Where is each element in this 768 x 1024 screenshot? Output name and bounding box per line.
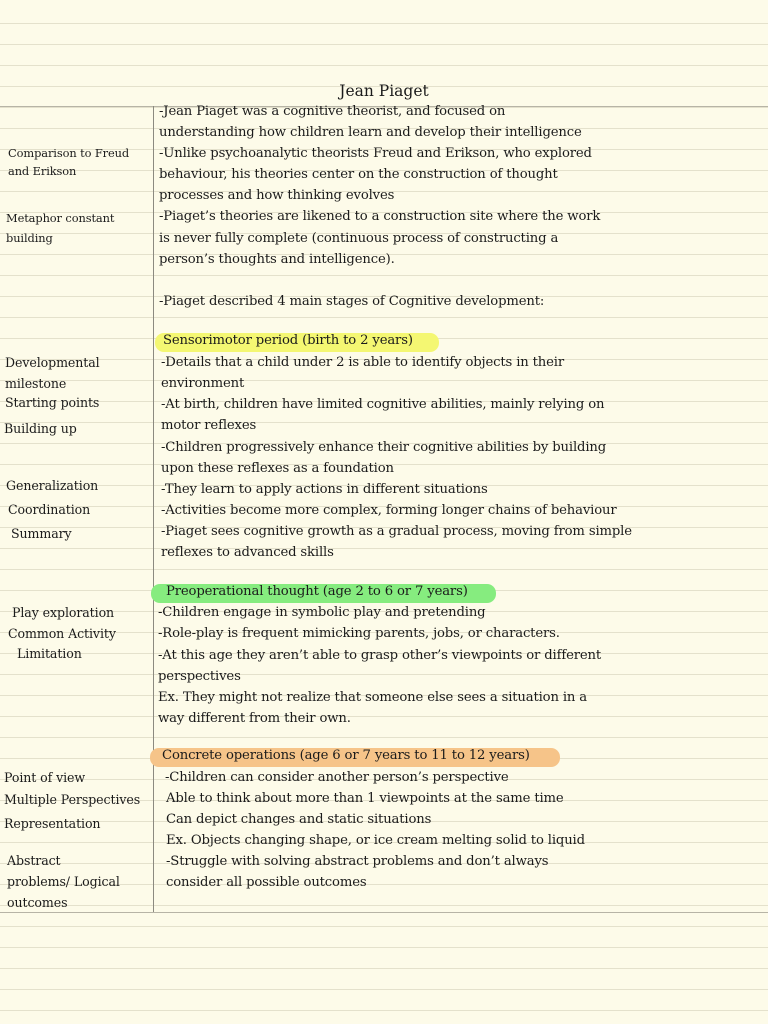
note-line: -Piaget described 4 main stages of Cognitive development: (159, 294, 545, 309)
cue-label: Representation (4, 816, 101, 831)
cue-label: Point of view (4, 770, 86, 785)
note-line: -Children progressively enhance their cognitive abilities by building (161, 440, 607, 455)
note-line: -Activities become more complex, forming longer chains of behaviour (161, 503, 617, 518)
cue-label: Coordination (8, 502, 91, 517)
cue-label: Multiple Perspectives (4, 792, 141, 807)
note-line: environment (161, 376, 245, 391)
note-line: -Piaget sees cognitive growth as a gradual process, moving from simple (161, 524, 632, 539)
note-line: -Piaget’s theories are likened to a construction site where the work (159, 209, 601, 224)
cue-label: Play exploration (12, 605, 115, 620)
note-line: person’s thoughts and intelligence). (159, 252, 395, 267)
cue-label: Metaphor constant (6, 211, 115, 225)
note-line: -They learn to apply actions in different situations (161, 482, 488, 497)
note-line: -Role-play is frequent mimicking parents, jobs, or characters. (158, 626, 560, 641)
cue-label: Comparison to Freud (8, 146, 130, 160)
note-line: Can depict changes and static situations (166, 812, 432, 827)
note-line: way different from their own. (158, 711, 351, 726)
note-line: -Jean Piaget was a cognitive theorist, and focused on (159, 104, 506, 119)
cue-label: Summary (11, 526, 72, 541)
cue-label: Abstract (7, 853, 61, 868)
note-line: behaviour, his theories center on the construction of thought (159, 167, 558, 182)
cue-label: Generalization (6, 478, 99, 493)
cue-label: Developmental (5, 355, 100, 370)
note-line: -At this age they aren’t able to grasp other’s viewpoints or different (158, 648, 602, 663)
notes-bottom-rule (0, 912, 768, 913)
note-line: -Unlike psychoanalytic theorists Freud and Erikson, who explored (159, 146, 592, 161)
note-line: motor reflexes (161, 418, 257, 433)
cue-label: Common Activity (8, 626, 116, 641)
note-line: -Details that a child under 2 is able to identify objects in their (161, 355, 565, 370)
sensorimotor-heading: Sensorimotor period (birth to 2 years) (163, 333, 413, 348)
cue-label: milestone (5, 376, 67, 391)
note-line: -Struggle with solving abstract problems and don’t always (166, 854, 549, 869)
cue-label: Starting points (5, 395, 100, 410)
note-line: reflexes to advanced skills (161, 545, 334, 560)
cue-column-divider (153, 106, 154, 912)
note-line: Ex. They might not realize that someone else sees a situation in a (158, 690, 588, 705)
note-line: Able to think about more than 1 viewpoints at the same time (166, 791, 564, 806)
cue-label: outcomes (7, 895, 68, 910)
note-line: processes and how thinking evolves (159, 188, 395, 203)
note-line: perspectives (158, 669, 241, 684)
note-line: upon these reflexes as a foundation (161, 461, 394, 476)
cue-label: Limitation (17, 646, 82, 661)
note-line: -Children engage in symbolic play and pretending (158, 605, 486, 620)
preoperational-heading: Preoperational thought (age 2 to 6 or 7 years) (166, 584, 468, 599)
note-line: understanding how children learn and develop their intelligence (159, 125, 582, 140)
page-title: Jean Piaget (339, 82, 429, 100)
cue-label: Building up (4, 421, 77, 436)
concrete-heading: Concrete operations (age 6 or 7 years to 11 to 12 years) (162, 748, 530, 763)
note-line: consider all possible outcomes (166, 875, 367, 890)
cue-label: and Erikson (8, 164, 77, 178)
cue-label: problems/ Logical (7, 874, 120, 889)
note-line: Ex. Objects changing shape, or ice cream melting solid to liquid (166, 833, 585, 848)
note-line: -Children can consider another person’s perspective (165, 770, 509, 785)
cue-label: building (6, 231, 53, 245)
note-line: is never fully complete (continuous process of constructing a (159, 231, 559, 246)
note-line: -At birth, children have limited cognitive abilities, mainly relying on (161, 397, 605, 412)
